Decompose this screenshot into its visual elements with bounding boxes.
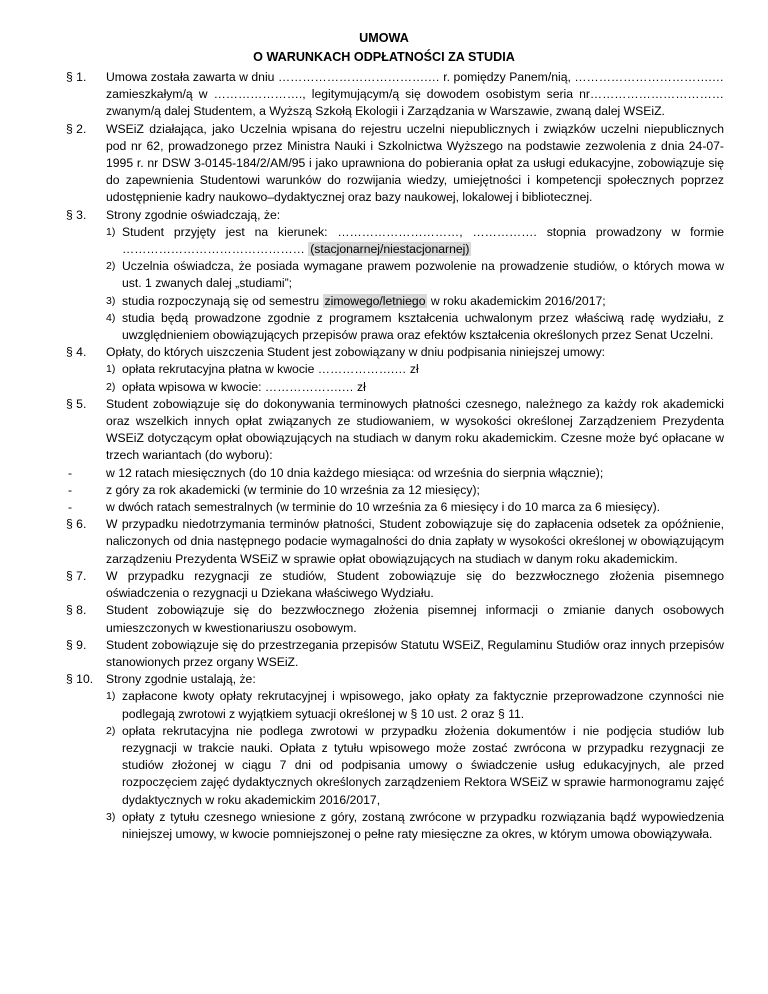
list-item [106, 224, 724, 258]
section-number: § 3. [66, 207, 87, 222]
item-number: 2) [106, 260, 116, 273]
item-number: 4) [106, 311, 116, 324]
item-number: 2) [106, 380, 116, 393]
list-item [106, 688, 724, 722]
section-8 [0, 602, 768, 636]
item-text [122, 293, 724, 310]
list-item [106, 258, 724, 292]
item-number: 1) [106, 225, 116, 238]
section-text: WSEiZ działająca, jako Uczelnia wpisana do rejestru uczelni niepublicznych i związków uczelni niepublicznych pod nr 62, prowadzonego przez Ministra Nauki i Szkolnictwa Wyższego na podstawie zezwolenia z dnia 24-07-1995 r. nr DSW 3-0145-184/2/AM/95 i jako uprawniona do pobierania opłat za usługi edukacyjne, zobowiązuje się do zapewnienia Studentowi warunków do rozwijania wiedzy, umiejętności i kompetencji społecznych poprzez udostępnienie kadry naukowo–dydaktycznej oraz bazy naukowej, lokalowej i bibliotecznej. [106, 121, 724, 205]
item-text-post: w roku akademickim 2016/2017; [430, 293, 606, 308]
contract-document [0, 30, 768, 843]
section-1 [0, 69, 768, 121]
item-text: studia będą prowadzone zgodnie z programem kształcenia uchwalonym przez właściwą radę wydziału, z uwzględnieniem obowiązujących przepisów prawa oraz efektów kształcenia określonych przez Senat Uczelni. [122, 310, 724, 343]
payment-option [66, 465, 724, 482]
list-item [106, 379, 724, 396]
section-intro: Opłaty, do których uiszczenia Student jest zobowiązany w dniu podpisania niniejszej umowy: [106, 345, 606, 360]
item-text-pre: studia rozpoczynają się od semestru [122, 293, 320, 308]
option-text: z góry za rok akademicki (w terminie do 10 września za 12 miesięcy); [106, 482, 480, 497]
section-number: § 5. [66, 396, 87, 411]
option-text: w 12 ratach miesięcznych (do 10 dnia każdego miesiąca: od września do sierpnia włącznie); [106, 465, 604, 480]
section-text: Umowa została zawarta w dniu ……………………………….… r. pomiędzy Panem/nią, …………………………….… zamieszkałym/ą w …………………., legitymującym/ą się dowodem osobistym seria nr…………………………… zwanym/ą dalej Studentem, a Wyższą Szkołą Ekologii i Zarządzania w Warszawie, zwaną dalej WSEiZ. [106, 70, 724, 119]
item-number: 3) [106, 294, 116, 307]
item-text [122, 224, 724, 258]
section-text: Student zobowiązuje się do dokonywania terminowych płatności czesnego, należnego za każdy rok akademicki oraz wszelkich innych opłat związanych ze studiowaniem, w wysokości określonej Zarządzeniem Prezydenta WSEiZ dotyczącym opłat obowiązujących na studiach w danym roku akademickim. Czesne może być opłacane w trzech wariantach (do wyboru): [106, 396, 724, 463]
section-intro: Strony zgodnie oświadczają, że: [106, 207, 281, 222]
section-intro: Strony zgodnie ustalają, że: [106, 672, 256, 687]
item-text: opłaty z tytułu czesnego wniesione z góry, zostaną zwrócone w przypadku rozwiązania bądź wypowiedzenia niniejszej umowy, w kwocie pomniejszonej o pełne raty miesięczne za okres, w którym umowa obowiązywała. [122, 809, 724, 841]
list-item [106, 293, 724, 310]
document-subtitle: O WARUNKACH ODPŁATNOŚCI ZA STUDIA [253, 49, 515, 64]
section-2 [0, 121, 768, 207]
item-text: opłata rekrutacyjna nie podlega zwrotowi w przypadku złożenia dokumentów i nie podjęcia studiów lub rezygnacji w trakcie nauki. Opłata z tytułu wpisowego może zostać zwrócona w przypadku rezygnacji ze studiów złożonej w ciągu 7 dni od podpisania umowy o świadczenie usług edukacyjnych, ale przed rozpoczęciem zajęć dydaktycznych określonych zarządzeniem Rektora WSEiZ w sprawie harmonogramu zajęć dydaktycznych w roku akademickim 2016/2017, [122, 723, 724, 807]
option-text: w dwóch ratach semestralnych (w terminie do 10 września za 6 miesięcy i do 10 marca za 6 miesięcy). [106, 500, 661, 515]
section-number: § 9. [66, 637, 87, 652]
section-6 [0, 516, 768, 568]
item-text: Uczelnia oświadcza, że posiada wymagane prawem pozwolenie na prowadzenie studiów, o których mowa w ust. 1 zwanych dalej „studiami”; [122, 259, 724, 291]
section-text: Student zobowiązuje się do bezzwłocznego złożenia pisemnej informacji o zmianie danych osobowych umieszczonych w kwestionariuszu osobowym. [106, 603, 724, 635]
section-number: § 2. [66, 121, 87, 136]
study-mode-highlight: (stacjonarnej/niestacjonarnej) [310, 242, 470, 257]
section-number: § 6. [66, 517, 87, 532]
dash-bullet: - [68, 465, 73, 480]
section-3 [0, 207, 768, 345]
dash-bullet: - [68, 500, 73, 515]
item-text: opłata rekrutacyjna płatna w kwocie ……………….… zł [122, 362, 419, 377]
section-text: Student zobowiązuje się do przestrzegania przepisów Statutu WSEiZ, Regulaminu Studiów oraz innych przepisów stanowionych przez organy WSEiZ. [106, 637, 724, 669]
list-item [106, 361, 724, 378]
list-item [106, 723, 724, 809]
list-item [106, 310, 724, 344]
item-number: 3) [106, 810, 116, 823]
item-number: 2) [106, 724, 116, 737]
document-title: UMOWA [359, 31, 409, 45]
section-number: § 8. [66, 603, 87, 618]
item-text: opłata wpisowa w kwocie: ……………….… zł [122, 379, 366, 394]
section-number: § 10. [66, 672, 94, 687]
section-number: § 7. [66, 568, 87, 583]
payment-option [66, 499, 724, 516]
item-number: 1) [106, 363, 116, 376]
section-7 [0, 568, 768, 602]
section-number: § 4. [66, 345, 87, 360]
section-4 [0, 344, 768, 396]
item-text-main: Student przyjęty jest na kierunek: …………………………, ……………. stopnia prowadzony w formie ……………………………………… [122, 224, 724, 257]
item-text: zapłacone kwoty opłaty rekrutacyjnej i wpisowego, jako opłaty za faktycznie przeprowadzone czynności nie podlegają zwrotowi z wyjątkiem sytuacji określonej w § 10 ust. 2 oraz § 11. [122, 689, 724, 721]
section-text: W przypadku niedotrzymania terminów płatności, Student zobowiązuje się do zapłacenia odsetek za opóźnienie, naliczonych od dnia następnego podacie wymagalności do dnia zapłaty w wysokości określonej w obowiązującym zarządzeniu Prezydenta WSEiZ w sprawie opłat obowiązujących na studiach w danym roku akademickim. [106, 517, 724, 566]
section-9 [0, 637, 768, 671]
section-10 [0, 671, 768, 843]
section-text: W przypadku rezygnacji ze studiów, Student zobowiązuje się do bezzwłocznego złożenia pisemnego oświadczenia o rezygnacji u Dziekana właściwego Wydziału. [106, 568, 724, 601]
semester-highlight: zimowego/letniego [324, 293, 426, 308]
section-5 [0, 396, 768, 516]
payment-option [66, 482, 724, 499]
list-item [106, 809, 724, 843]
dash-bullet: - [68, 482, 73, 497]
item-number: 1) [106, 690, 116, 703]
section-number: § 1. [66, 70, 87, 84]
